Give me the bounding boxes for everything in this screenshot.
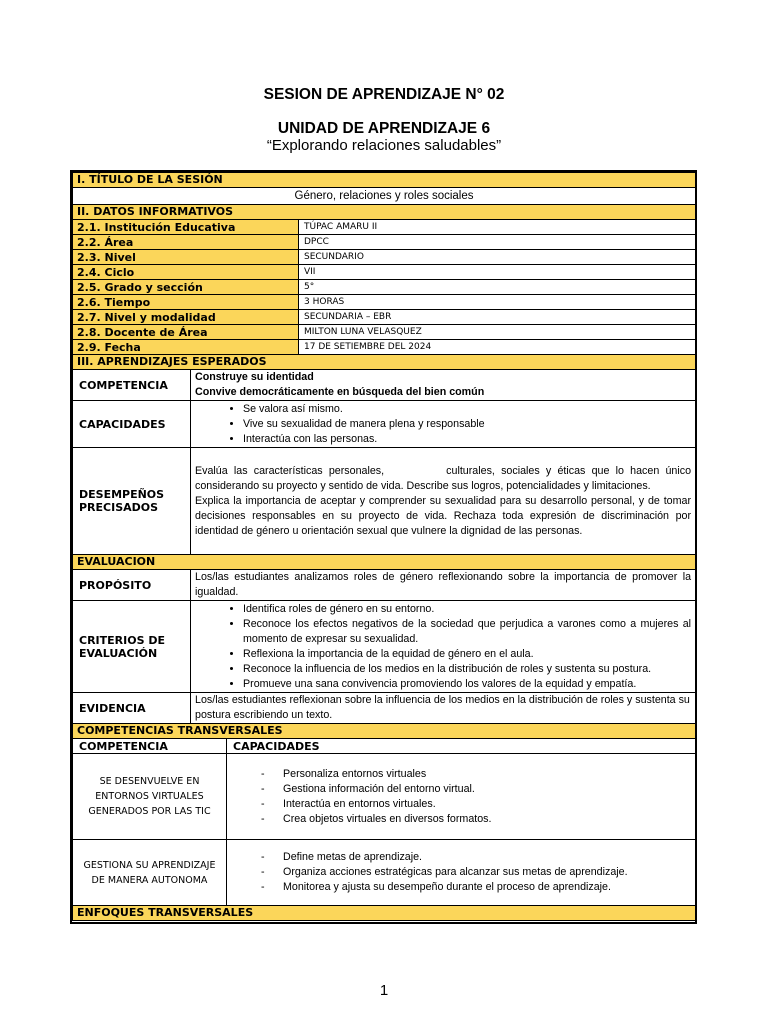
criterio-item: • Reconoce la influencia de los medios en la distribución de roles y sustenta su postura.	[243, 662, 691, 677]
capacidad-item	[261, 797, 691, 812]
criterio-item: • Reflexiona la importancia de la equidad de género en el aula.	[243, 647, 691, 662]
datos-value: DPCC	[299, 235, 696, 250]
capacidad-item: • Interactúa con las personas.	[243, 432, 691, 447]
capacidad-text: Gestiona información del entorno virtual.	[283, 782, 475, 795]
competencia-tic	[73, 754, 227, 840]
datos-label: 2.2. Área	[73, 235, 299, 250]
competencia-line: DE MANERA AUTONOMA	[91, 874, 208, 886]
unit-title: UNIDAD DE APRENDIZAJE 6	[277, 120, 491, 137]
session-table	[72, 172, 696, 921]
desempenos-cell	[191, 448, 696, 555]
datos-value: SECUNDARIA – EBR	[299, 310, 696, 325]
desempenos-label	[73, 448, 191, 555]
desempenos-label-line: PRECISADOS	[79, 501, 159, 514]
capacidad-text: Organiza acciones estratégicas para alcanzar sus metas de aprendizaje.	[283, 866, 628, 878]
datos-label: 2.1. Institución Educativa	[73, 220, 299, 235]
criterios-label-line: CRITERIOS DE	[79, 633, 165, 647]
competencia-line: SE DESENVUELVE EN	[99, 776, 200, 787]
capacidad-item	[261, 812, 691, 827]
competencia-autonoma	[73, 840, 227, 906]
datos-value: 17 DE SETIEMBRE DEL 2024	[299, 340, 696, 355]
datos-value: SECUNDARIO	[299, 250, 696, 265]
capacidades-tic	[227, 754, 696, 840]
competencia-item: Convive democráticamente en búsqueda del bien común	[195, 386, 485, 398]
dash-bullet: -	[261, 866, 265, 878]
evidencia-label: EVIDENCIA	[73, 693, 191, 724]
col-capacidades-header: CAPACIDADES	[227, 739, 696, 754]
competencia-label: COMPETENCIA	[73, 370, 191, 401]
section-enfoques-heading: ENFOQUES TRANSVERSALES	[73, 906, 696, 921]
criterios-label	[73, 601, 191, 693]
desempeno-paragraph: Explica la importancia de aceptar y comprender su sexualidad para su desarrollo personal, y de tomar decisiones responsables en su proyecto de vida. Rechaza toda expresión de discriminación por identidad de género u orientación sexual que vulnere la dignidad de las personas.	[195, 494, 692, 537]
unit-subtitle: “Explorando relaciones saludables”	[266, 137, 502, 154]
capacidad-item	[261, 850, 691, 865]
datos-label: 2.3. Nivel	[73, 250, 299, 265]
datos-label: 2.7. Nivel y modalidad	[73, 310, 299, 325]
datos-label: 2.6. Tiempo	[73, 295, 299, 310]
capacidad-text: Monitorea y ajusta su desempeño durante el proceso de aprendizaje.	[283, 881, 611, 893]
section-title-heading: I. TÍTULO DE LA SESIÓN	[73, 173, 696, 188]
capacidad-text: Define metas de aprendizaje.	[283, 851, 423, 863]
capacidad-item: • Se valora así mismo.	[243, 402, 691, 417]
competencias-cell	[191, 370, 696, 401]
capacidad-text: Interactúa en entornos virtuales.	[283, 797, 436, 810]
datos-value: 5°	[299, 280, 696, 295]
section-evaluacion-heading: EVALUACION	[73, 555, 696, 570]
competencia-item: Construye su identidad	[195, 371, 314, 383]
capacidades-cell	[191, 401, 696, 448]
criterio-item: • Reconoce los efectos negativos de la sociedad que perjudica a varones como a mujeres al momento de expresar su sexualidad.	[243, 617, 691, 647]
page-number: 1	[379, 982, 389, 999]
datos-label: 2.8. Docente de Área	[73, 325, 299, 340]
capacidad-item	[261, 865, 691, 880]
desempeno-paragraph: Evalúa las características personales, culturales, sociales y éticas que lo hacen único considerando su proyecto y sentido de vida. Describe sus logros, potencialidades y limitaciones.	[195, 464, 695, 492]
dash-bullet: -	[261, 797, 265, 810]
datos-value: MILTON LUNA VELASQUEZ	[299, 325, 696, 340]
capacidad-text: Crea objetos virtuales en diversos formatos.	[283, 812, 492, 825]
datos-label: 2.4. Ciclo	[73, 265, 299, 280]
criterios-label-line: EVALUACIÓN	[79, 646, 158, 660]
competencia-line: GENERADOS POR LAS TIC	[88, 806, 211, 817]
desempenos-label-line: DESEMPEÑOS	[79, 488, 165, 501]
capacidad-item	[261, 880, 691, 895]
proposito-text: Los/las estudiantes analizamos roles de género reflexionando sobre la importancia de promover la igualdad.	[191, 570, 696, 601]
session-topic: Género, relaciones y roles sociales	[73, 188, 696, 205]
dash-bullet: -	[261, 881, 265, 893]
criterio-item: • Identifica roles de género en su entorno.	[243, 602, 691, 617]
proposito-label: PROPÓSITO	[73, 570, 191, 601]
dash-bullet: -	[261, 782, 265, 795]
capacidades-label: CAPACIDADES	[73, 401, 191, 448]
section-aprendizajes-heading: III. APRENDIZAJES ESPERADOS	[73, 355, 696, 370]
capacidades-autonoma	[227, 840, 696, 906]
competencia-line: GESTIONA SU APRENDIZAJE	[83, 859, 216, 871]
datos-label: 2.9. Fecha	[73, 340, 299, 355]
datos-value: TÚPAC AMARU II	[299, 220, 696, 235]
capacidad-text: Personaliza entornos virtuales	[283, 767, 427, 780]
datos-value: VII	[299, 265, 696, 280]
capacidad-item	[261, 782, 691, 797]
datos-label: 2.5. Grado y sección	[73, 280, 299, 295]
evidencia-text: Los/las estudiantes reflexionan sobre la influencia de los medios en la distribución de roles y sustenta su postura escribiendo un texto.	[191, 693, 696, 724]
criterio-item: • Promueve una sana convivencia promoviendo los valores de la equidad y empatía.	[243, 677, 691, 692]
datos-value: 3 HORAS	[299, 295, 696, 310]
col-competencia-header: COMPETENCIA	[73, 739, 227, 754]
dash-bullet: -	[261, 851, 265, 863]
dash-bullet: -	[261, 767, 265, 780]
capacidad-item	[261, 767, 691, 782]
session-title: SESION DE APRENDIZAJE N° 02	[263, 86, 505, 103]
dash-bullet: -	[261, 812, 265, 825]
capacidad-item: • Vive su sexualidad de manera plena y responsable	[243, 417, 691, 432]
competencia-line: ENTORNOS VIRTUALES	[95, 791, 204, 802]
section-datos-heading: II. DATOS INFORMATIVOS	[73, 205, 696, 220]
section-transversales-heading: COMPETENCIAS TRANSVERSALES	[73, 724, 696, 739]
criterios-cell	[191, 601, 696, 693]
